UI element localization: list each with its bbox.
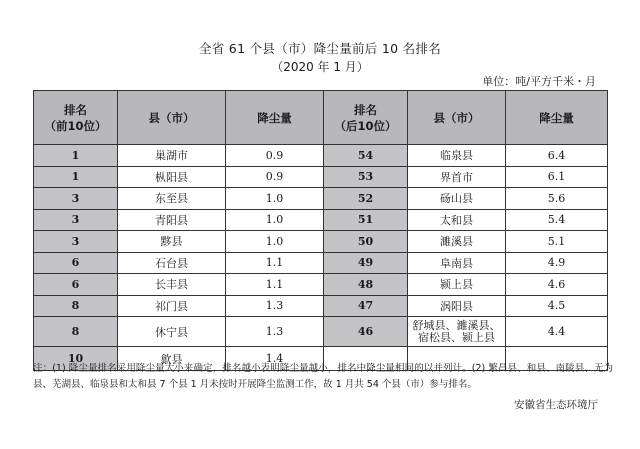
rank-bottom-cell: 50 xyxy=(324,231,408,253)
dust-top-cell: 1.0 xyxy=(226,209,324,231)
rank-top-cell: 6 xyxy=(34,252,118,274)
header-county-top: 县（市） xyxy=(118,91,226,145)
table-row xyxy=(34,145,608,167)
dust-top-cell: 1.1 xyxy=(226,252,324,274)
county-bottom-cell: 涡阳县 xyxy=(408,295,506,317)
header-rank-bottom xyxy=(324,91,408,145)
header-county-bottom: 县（市） xyxy=(408,91,506,145)
dust-bottom-cell: 4.9 xyxy=(506,252,608,274)
table-row xyxy=(34,295,608,317)
county-top-cell: 枞阳县 xyxy=(118,166,226,188)
dust-top-cell: 1.0 xyxy=(226,231,324,253)
table-row xyxy=(34,231,608,253)
county-top-cell: 巢湖市 xyxy=(118,145,226,167)
county-bottom-cell: 颍上县 xyxy=(408,274,506,296)
rank-bottom-cell: 48 xyxy=(324,274,408,296)
county-top-cell: 黟县 xyxy=(118,231,226,253)
rank-bottom-cell: 51 xyxy=(324,209,408,231)
county-bottom-cell: 砀山县 xyxy=(408,188,506,210)
county-bottom-cell xyxy=(408,317,506,347)
county-bottom-cell: 太和县 xyxy=(408,209,506,231)
footnote: 注：(1) 降尘量排名采用降尘量大小来确定，排名越小表明降尘量越小，排名中降尘量相同的以并列计。(2) 繁昌县、和县、南陵县、无为县、芜湖县、临泉县和太和县 7 个县 1 月未按时开展降尘监测工作，故 1 月共 54 个县（市）参与排名。 xyxy=(33,363,613,390)
header-rank-bottom-line2: （后10位） xyxy=(334,118,397,133)
rank-bottom-cell: 49 xyxy=(324,252,408,274)
table-row xyxy=(34,188,608,210)
rank-top-cell: 3 xyxy=(34,231,118,253)
rank-bottom-cell: 53 xyxy=(324,166,408,188)
county-top-cell: 歙县 xyxy=(118,347,226,371)
rank-bottom-cell: 54 xyxy=(324,145,408,167)
dust-bottom-cell: 6.4 xyxy=(506,145,608,167)
rank-top-cell: 8 xyxy=(34,295,118,317)
table-row xyxy=(34,317,608,347)
header-dust-top: 降尘量 xyxy=(226,91,324,145)
dust-bottom-cell: 6.1 xyxy=(506,166,608,188)
rank-bottom-cell: 47 xyxy=(324,295,408,317)
dust-bottom-cell: 4.5 xyxy=(506,295,608,317)
ranking-table xyxy=(33,90,608,371)
table-row xyxy=(34,274,608,296)
county-bottom-line2: 宿松县、颍上县 xyxy=(418,330,495,344)
header-rank-top-line2: （前10位） xyxy=(44,118,107,133)
rank-top-cell: 1 xyxy=(34,145,118,167)
dust-top-cell: 1.4 xyxy=(226,347,324,371)
dust-top-cell: 1.1 xyxy=(226,274,324,296)
county-top-cell: 长丰县 xyxy=(118,274,226,296)
county-bottom-line1: 舒城县、濉溪县、 xyxy=(412,318,501,332)
dust-bottom-cell: 5.1 xyxy=(506,231,608,253)
county-bottom-cell: 濉溪县 xyxy=(408,231,506,253)
county-bottom-cell: 阜南县 xyxy=(408,252,506,274)
county-top-cell: 青阳县 xyxy=(118,209,226,231)
table-row xyxy=(34,166,608,188)
rank-bottom-cell: 52 xyxy=(324,188,408,210)
issuer-signature: 安徽省生态环境厅 xyxy=(514,399,598,411)
dust-top-cell: 1.0 xyxy=(226,188,324,210)
county-top-cell: 东至县 xyxy=(118,188,226,210)
dust-bottom-cell: 5.4 xyxy=(506,209,608,231)
page-subtitle: （2020 年 1 月） xyxy=(271,60,369,74)
table-header-row xyxy=(34,91,608,145)
header-dust-bottom: 降尘量 xyxy=(506,91,608,145)
county-top-cell: 休宁县 xyxy=(118,317,226,347)
dust-top-cell: 0.9 xyxy=(226,145,324,167)
header-rank-top-line1: 排名 xyxy=(64,102,87,117)
table-row xyxy=(34,209,608,231)
header-rank-bottom-line1: 排名 xyxy=(354,102,377,117)
header-rank-top xyxy=(34,91,118,145)
rank-top-cell: 6 xyxy=(34,274,118,296)
dust-bottom-cell: 4.4 xyxy=(506,317,608,347)
dust-top-cell: 1.3 xyxy=(226,295,324,317)
rank-top-cell: 10 xyxy=(34,347,118,371)
unit-label: 单位：吨/平方千米・月 xyxy=(482,75,596,88)
page-title: 全省 61 个县（市）降尘量前后 10 名排名 xyxy=(198,41,442,56)
rank-top-cell: 1 xyxy=(34,166,118,188)
county-top-cell: 祁门县 xyxy=(118,295,226,317)
rank-bottom-cell: 46 xyxy=(324,317,408,347)
dust-top-cell: 1.3 xyxy=(226,317,324,347)
dust-top-cell: 0.9 xyxy=(226,166,324,188)
dust-bottom-cell: 4.6 xyxy=(506,274,608,296)
rank-top-cell: 3 xyxy=(34,188,118,210)
county-bottom-cell: 临泉县 xyxy=(408,145,506,167)
rank-top-cell: 3 xyxy=(34,209,118,231)
county-top-cell: 石台县 xyxy=(118,252,226,274)
rank-top-cell: 8 xyxy=(34,317,118,347)
table-row xyxy=(34,252,608,274)
dust-bottom-cell: 5.6 xyxy=(506,188,608,210)
county-bottom-cell: 界首市 xyxy=(408,166,506,188)
